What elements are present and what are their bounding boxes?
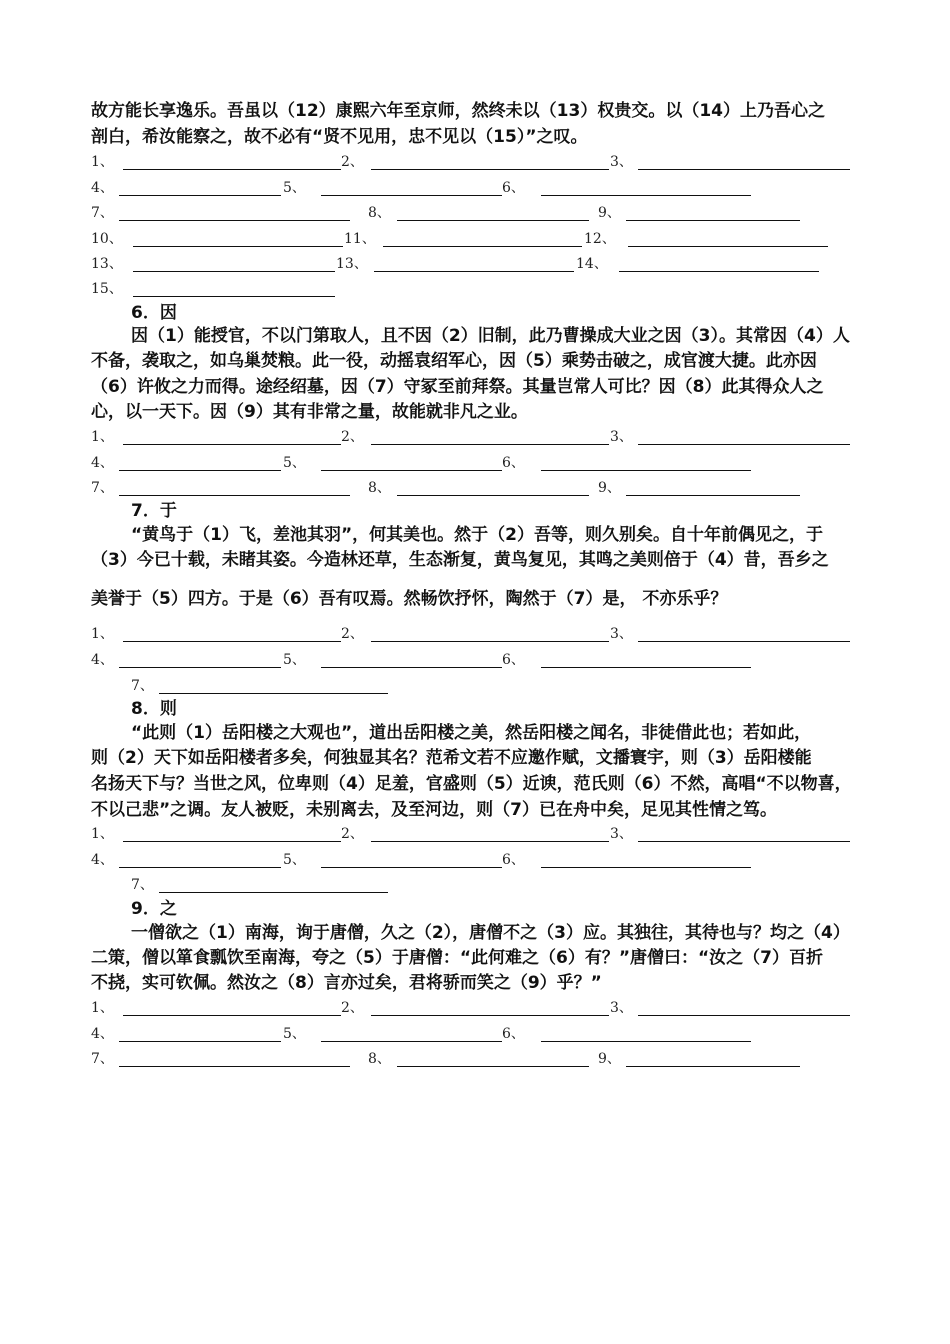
answer-blank[interactable]	[638, 841, 850, 842]
answer-label: 2、	[341, 626, 364, 642]
paragraph-line: 二策，僧以箪食瓢饮至南海，夸之（5）于唐僧：“此何难之（6）有？”唐僧曰：“汝之（7）百折	[91, 948, 824, 968]
section-heading: 6．因	[131, 303, 177, 323]
answer-label: 3、	[610, 1000, 633, 1016]
answer-label: 6、	[502, 652, 525, 668]
answer-blank[interactable]	[119, 220, 350, 221]
answer-blank[interactable]	[383, 246, 582, 247]
answer-blank[interactable]	[119, 195, 281, 196]
answer-label: 13、	[91, 256, 123, 272]
answer-blank[interactable]	[119, 1041, 281, 1042]
answer-label: 7、	[131, 678, 154, 694]
paragraph-line: （3）今已十载，未睹其姿。今造林还草，生态渐复，黄鸟复见，其鸣之美则倍于（4）昔，吾乡之	[91, 550, 829, 570]
section-heading: 7．于	[131, 501, 177, 521]
answer-label: 2、	[341, 826, 364, 842]
answer-blank[interactable]	[626, 1066, 800, 1067]
answer-label: 5、	[283, 652, 306, 668]
answer-blank[interactable]	[638, 1015, 850, 1016]
answer-blank[interactable]	[119, 495, 350, 496]
answer-label: 2、	[341, 154, 364, 170]
answer-label: 1、	[91, 154, 114, 170]
paragraph-line: 则（2）天下如岳阳楼者多矣，何独显其名？范希文若不应邀作赋，文播寰宇，则（3）岳阳楼能	[91, 748, 812, 768]
paragraph-line: “此则（1）岳阳楼之大观也”，道出岳阳楼之美，然岳阳楼之闻名，非徒借此也；若如此，	[131, 723, 812, 743]
answer-blank[interactable]	[371, 841, 609, 842]
answer-blank[interactable]	[638, 444, 850, 445]
answer-blank[interactable]	[397, 1066, 589, 1067]
answer-label: 3、	[610, 626, 633, 642]
paragraph-line: 因（1）能授官，不以门第取人，且不因（2）旧制，此乃曹操成大业之因（3）。其常因（4）人	[131, 326, 850, 346]
answer-label: 1、	[91, 826, 114, 842]
answer-blank[interactable]	[321, 1041, 502, 1042]
answer-label: 7、	[91, 1051, 114, 1067]
answer-blank[interactable]	[619, 271, 819, 272]
answer-blank[interactable]	[638, 641, 850, 642]
answer-blank[interactable]	[371, 1015, 609, 1016]
answer-label: 8、	[368, 480, 391, 496]
answer-label: 1、	[91, 429, 114, 445]
answer-label: 8、	[368, 1051, 391, 1067]
answer-label: 1、	[91, 1000, 114, 1016]
answer-blank[interactable]	[123, 641, 341, 642]
paragraph-line: 不挠，实可钦佩。然汝之（8）言亦过矣，君将骄而笑之（9）乎？”	[91, 973, 602, 993]
answer-blank[interactable]	[371, 641, 609, 642]
answer-blank[interactable]	[628, 246, 828, 247]
answer-label: 12、	[584, 231, 616, 247]
answer-label: 9、	[598, 1051, 621, 1067]
answer-label: 5、	[283, 852, 306, 868]
answer-blank[interactable]	[133, 296, 335, 297]
section-heading: 8．则	[131, 699, 177, 719]
answer-label: 5、	[283, 1026, 306, 1042]
answer-blank[interactable]	[541, 667, 751, 668]
answer-blank[interactable]	[123, 169, 341, 170]
answer-blank[interactable]	[371, 444, 609, 445]
answer-label: 6、	[502, 455, 525, 471]
answer-label: 6、	[502, 852, 525, 868]
answer-blank[interactable]	[123, 1015, 341, 1016]
answer-blank[interactable]	[321, 195, 502, 196]
paragraph-line: （6）许攸之力而得。途经绍墓，因（7）守冢至前拜祭。其量岂常人可比？因（8）此其得众人之	[91, 377, 824, 397]
answer-label: 7、	[91, 480, 114, 496]
answer-label: 4、	[91, 455, 114, 471]
answer-label: 4、	[91, 852, 114, 868]
answer-label: 10、	[91, 231, 123, 247]
answer-blank[interactable]	[541, 195, 751, 196]
answer-label: 3、	[610, 429, 633, 445]
answer-label: 4、	[91, 180, 114, 196]
answer-blank[interactable]	[321, 470, 502, 471]
answer-blank[interactable]	[638, 169, 850, 170]
answer-blank[interactable]	[119, 1066, 350, 1067]
answer-label: 5、	[283, 180, 306, 196]
answer-blank[interactable]	[374, 271, 574, 272]
answer-label: 3、	[610, 154, 633, 170]
answer-blank[interactable]	[541, 867, 751, 868]
answer-label: 14、	[576, 256, 608, 272]
paragraph-line: 美誉于（5）四方。于是（6）吾有叹焉。然畅饮抒怀，陶然于（7）是， 不亦乐乎？	[91, 589, 728, 609]
answer-blank[interactable]	[123, 444, 341, 445]
answer-label: 5、	[283, 455, 306, 471]
answer-label: 4、	[91, 652, 114, 668]
answer-label: 9、	[598, 480, 621, 496]
answer-blank[interactable]	[133, 246, 343, 247]
answer-blank[interactable]	[321, 667, 502, 668]
answer-blank[interactable]	[321, 867, 502, 868]
section-heading: 9．之	[131, 899, 177, 919]
answer-blank[interactable]	[119, 667, 281, 668]
answer-label: 1、	[91, 626, 114, 642]
answer-label: 2、	[341, 1000, 364, 1016]
answer-blank[interactable]	[397, 495, 589, 496]
answer-label: 6、	[502, 1026, 525, 1042]
paragraph-line: 剖白，希汝能察之，故不必有“贤不见用，忠不见以（15）”之叹。	[91, 127, 588, 147]
answer-label: 8、	[368, 205, 391, 221]
answer-blank[interactable]	[119, 470, 281, 471]
answer-label: 7、	[131, 877, 154, 893]
answer-label: 13、	[336, 256, 368, 272]
answer-label: 4、	[91, 1026, 114, 1042]
paragraph-line: 心，以一天下。因（9）其有非常之量，故能就非凡之业。	[91, 402, 528, 422]
answer-blank[interactable]	[159, 892, 388, 893]
answer-label: 11、	[344, 231, 376, 247]
answer-blank[interactable]	[541, 470, 751, 471]
answer-blank[interactable]	[133, 271, 335, 272]
answer-blank[interactable]	[159, 693, 388, 694]
answer-blank[interactable]	[626, 220, 800, 221]
paragraph-line: 故方能长享逸乐。吾虽以（12）康熙六年至京师，然终未以（13）权贵交。以（14）上乃吾心之	[91, 101, 825, 121]
paragraph-line: 不以己悲”之调。友人被贬，未别离去，及至河边，则（7）已在舟中矣，足见其性情之笃。	[91, 800, 777, 820]
answer-blank[interactable]	[123, 841, 341, 842]
answer-label: 7、	[91, 205, 114, 221]
answer-label: 3、	[610, 826, 633, 842]
answer-label: 15、	[91, 281, 123, 297]
answer-blank[interactable]	[626, 495, 800, 496]
answer-label: 9、	[598, 205, 621, 221]
answer-blank[interactable]	[371, 169, 609, 170]
paragraph-line: 一僧欲之（1）南海，询于唐僧，久之（2），唐僧不之（3）应。其独往，其待也与？均之（4）	[131, 923, 850, 943]
paragraph-line: 不备，袭取之，如乌巢焚粮。此一役，动摇袁绍军心，因（5）乘势击破之，成官渡大捷。此亦因	[91, 351, 817, 371]
answer-blank[interactable]	[119, 867, 281, 868]
answer-blank[interactable]	[541, 1041, 751, 1042]
paragraph-line: “黄鸟于（1）飞，差池其羽”，何其美也。然于（2）吾等，则久别矣。自十年前偶见之，于	[131, 525, 824, 545]
answer-label: 2、	[341, 429, 364, 445]
paragraph-line: 名扬天下与？当世之风，位卑则（4）足羞，官盛则（5）近谀，范氏则（6）不然，高唱“不以物喜，	[91, 774, 852, 794]
answer-label: 6、	[502, 180, 525, 196]
answer-blank[interactable]	[397, 220, 589, 221]
